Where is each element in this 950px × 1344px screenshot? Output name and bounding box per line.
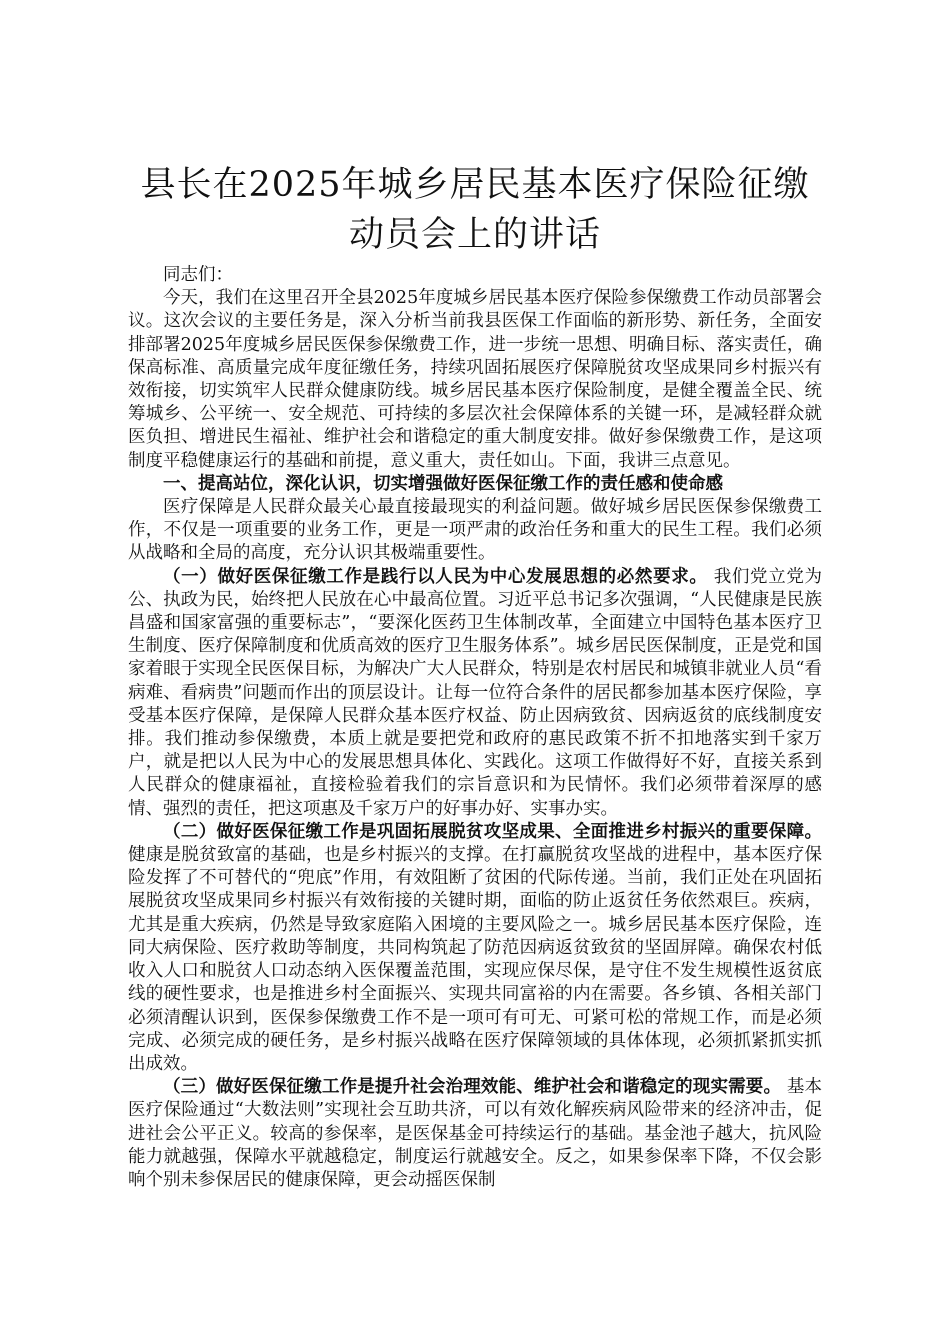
point-2-lead: （二）做好医保征缴工作是巩固拓展脱贫攻坚成果、全面推进乡村振兴的重要保障。 [163,821,822,842]
salutation: 同志们： [163,265,233,285]
section-1-heading: 一、提高站位，深化认识，切实增强做好医保征缴工作的责任感和使命感 [163,473,723,494]
point-1-text: 我们党立党为公、执政为民，始终把人民放在心中最高位置。习近平总书记多次强调，“人民健康是民族昌盛和国家富强的重要标志”，“要深化医药卫生体制改革，全面建立中国特色基本医疗卫生制度、医疗保障制度和优质高效的医疗卫生服务体系”。城乡居民医保制度，正是党和国家着眼于实现全民医保目标，为解决广大人民群众，特别是农村居民和城镇非就业人员“看病难、看病贵”问题而作出的顶层设计。让每一位符合条件的居民都参加基本医疗保险，享受基本医疗保障，是保障人民群众基本医疗权益、防止因病致贫、因病返贫的底线制度安排。我们推动参保缴费，本质上就是要把党和政府的惠民政策不折不扣地落实到千家万户，就是把以人民为中心的发展思想具体化、实践化。这项工作做得好不好，直接关系到人民群众的健康福祉，直接检验着我们的宗旨意识和为民情怀。我们必须带着深厚的感情、强烈的责任，把这项惠及千家万户的好事办好、实事办实。 [128,566,823,819]
point-3-lead: （三）做好医保征缴工作是提升社会治理效能、维护社会和谐稳定的现实需要。 [163,1077,782,1098]
point-3-paragraph [128,1076,822,1192]
document-title-text: 县长在2025年城乡居民基本医疗保险征缴动员会上的讲话 [140,165,810,255]
point-1-paragraph [128,566,822,821]
document-title [128,160,822,260]
point-2-text: 健康是脱贫致富的基础，也是乡村振兴的支撑。在打赢脱贫攻坚战的进程中，基本医疗保险发挥了不可替代的“兜底”作用，有效阻断了贫困的代际传递。当前，我们正处在巩固拓展脱贫攻坚成果同乡村振兴有效衔接的关键时期，面临的防止返贫任务依然艰巨。疾病，尤其是重大疾病，仍然是导致家庭陷入困境的主要风险之一。城乡居民基本医疗保险，连同大病保险、医疗救助等制度，共同构筑起了防范因病返贫致贫的坚固屏障。确保农村低收入人口和脱贫人口动态纳入医保覆盖范围，实现应保尽保，是守住不发生规模性返贫底线的硬性要求，也是推进乡村全面振兴、实现共同富裕的内在需要。各乡镇、各相关部门必须清醒认识到，医保参保缴费工作不是一项可有可无、可紧可松的常规工作，而是必须完成、必须完成的硬任务，是乡村振兴战略在医疗保障领域的具体体现，必须抓紧抓实抓出成效。 [128,845,822,1074]
point-2-paragraph [128,821,822,1076]
point-1-lead: （一）做好医保征缴工作是践行以人民为中心发展思想的必然要求。 [163,566,708,587]
intro-paragraph: 今天，我们在这里召开全县2025年度城乡居民基本医疗保险参保缴费工作动员部署会议。这次会议的主要任务是，深入分析当前我县医保工作面临的新形势、新任务，全面安排部署2025年度城乡居民医保参保缴费工作，进一步统一思想、明确目标、落实责任，确保高标准、高质量完成年度征缴任务，持续巩固拓展医疗保障脱贫攻坚成果同乡村振兴有效衔接，切实筑牢人民群众健康防线。城乡居民基本医疗保险制度，是健全覆盖全民、统筹城乡、公平统一、安全规范、可持续的多层次社会保障体系的关键一环，是减轻群众就医负担、增进民生福祉、维护社会和谐稳定的重大制度安排。做好参保缴费工作，是这项制度平稳健康运行的基础和前提，意义重大，责任如山。下面，我讲三点意见。 [128,288,822,471]
document-page [128,160,822,1192]
point-3-text: 基本医疗保险通过“大数法则”实现社会互助共济，可以有效化解疾病风险带来的经济冲击，促进社会公平正义。较高的参保率，是医保基金可持续运行的基础。基金池子越大，抗风险能力就越强，保障水平就越稳定，制度运行就越安全。反之，如果参保率下降，不仅会影响个别未参保居民的健康保障，更会动摇医保制 [128,1077,822,1190]
section-1-paragraph: 医疗保障是人民群众最关心最直接最现实的利益问题。做好城乡居民医保参保缴费工作，不仅是一项重要的业务工作，更是一项严肃的政治任务和重大的民生工程。我们必须从战略和全局的高度，充分认识其极端重要性。 [128,497,822,564]
